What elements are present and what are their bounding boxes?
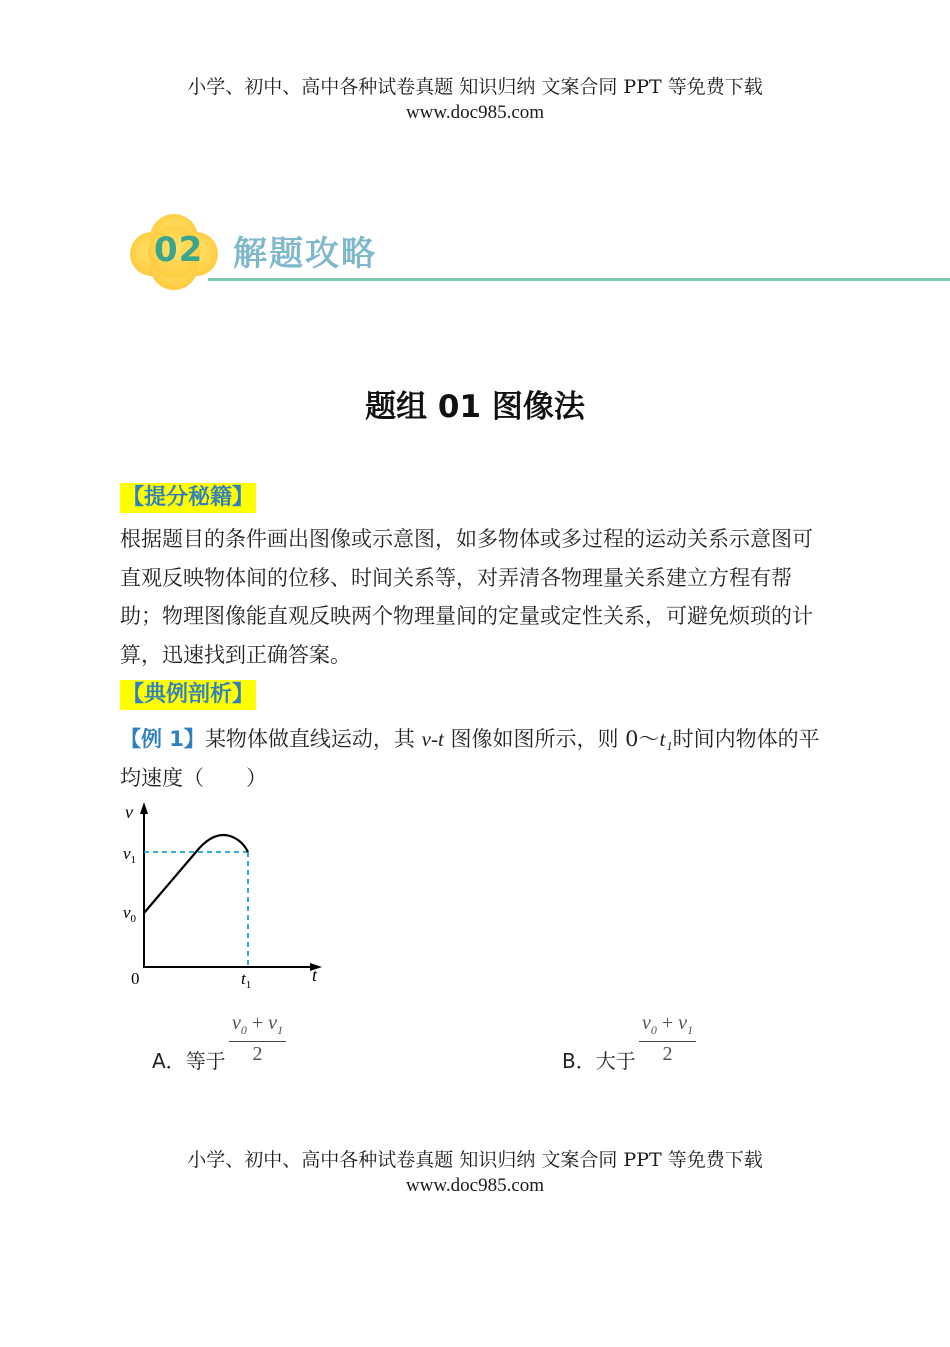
- question-text-b: 图像如图所示，则 0～: [443, 727, 660, 751]
- header-line-1: 小学、初中、高中各种试卷真题 知识归纳 文案合同 PPT 等免费下载: [187, 76, 763, 98]
- banner-title: 解题攻略: [233, 234, 377, 274]
- header-url: www.doc985.com: [405, 102, 545, 123]
- v1-label: $v_1$: [123, 844, 137, 866]
- option-a-fraction: $\frac{v_0 + v_1}{2}$: [229, 1012, 286, 1066]
- origin-label: 0: [131, 969, 140, 988]
- option-b-text: 大于: [595, 1049, 636, 1073]
- example-label: 【例 1】: [120, 727, 205, 751]
- footer-url: www.doc985.com: [405, 1175, 545, 1196]
- page-footer: [0, 1147, 950, 1199]
- tips-tag: 【提分秘籍】: [120, 483, 256, 513]
- t1-label: $t_1$: [241, 969, 252, 991]
- v0-label: $v_0$: [123, 903, 137, 925]
- t-axis-label: t: [312, 965, 318, 985]
- v-axis-label: v: [125, 802, 133, 822]
- banner-number: 02: [154, 230, 204, 270]
- question-text-c: 时间内物体的平均速度（ ）: [120, 727, 820, 790]
- banner-rule: [208, 278, 950, 281]
- option-a-letter: A．: [152, 1049, 186, 1073]
- section-banner: [120, 200, 950, 300]
- footer-line-1: 小学、初中、高中各种试卷真题 知识归纳 文案合同 PPT 等免费下载: [187, 1149, 763, 1171]
- option-b-fraction: $\frac{v_0 + v_1}{2}$: [639, 1012, 696, 1066]
- v-axis-arrow-icon: [140, 802, 148, 814]
- page-header: [0, 74, 950, 126]
- question-var-t1: t₁: [659, 727, 673, 751]
- velocity-curve: [144, 835, 248, 913]
- examples-tag: 【典例剖析】: [120, 680, 256, 710]
- option-a[interactable]: [152, 1045, 226, 1074]
- vt-graph: [118, 798, 328, 993]
- option-b-letter: B．: [562, 1049, 596, 1073]
- question-text-a: 某物体做直线运动，其: [204, 727, 422, 751]
- tips-paragraph: 根据题目的条件画出图像或示意图，如多物体或多过程的运动关系示意图可直观反映物体间的位移、时间关系等，对弄清各物理量关系建立方程有帮助；物理图像能直观反映两个物理量间的定量或定性关系，可避免烦琐的计算，迅速找到正确答案。: [120, 527, 813, 667]
- question-var-vt: v-t: [421, 727, 444, 751]
- example-question: [120, 720, 840, 797]
- option-a-text: 等于: [185, 1049, 226, 1073]
- option-b[interactable]: [562, 1045, 636, 1074]
- page-title: 题组 01 图像法: [365, 389, 585, 425]
